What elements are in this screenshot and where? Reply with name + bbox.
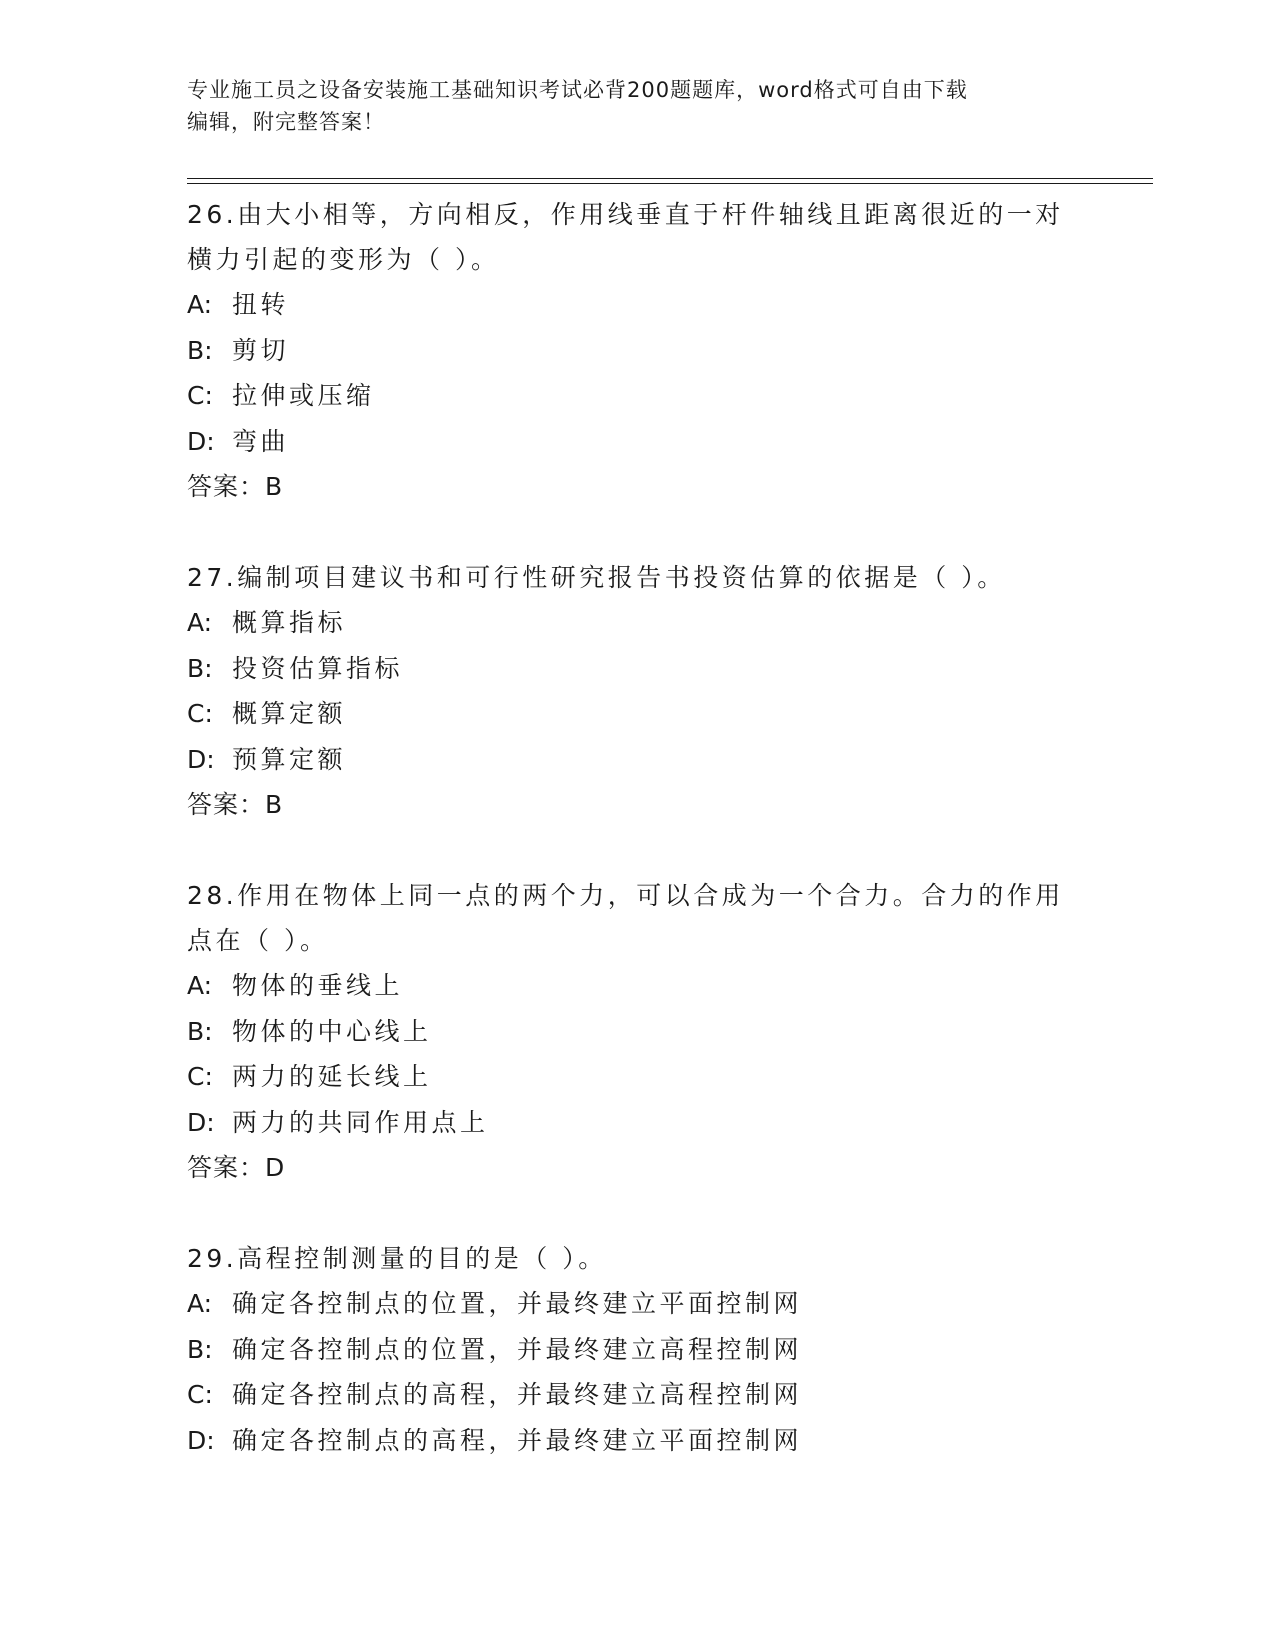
option-letter: C:: [187, 1062, 213, 1091]
option-text: 概算定额: [232, 699, 347, 728]
option-b: [187, 328, 1087, 374]
option-letter: D:: [187, 426, 215, 456]
option-letter: D:: [187, 1107, 215, 1137]
question-text: [187, 555, 1087, 600]
option-text: 确定各控制点的高程，并最终建立高程控制网: [232, 1380, 803, 1409]
question-text-line: 26.由大小相等，方向相反，作用线垂直于杆件轴线且距离很近的一对: [187, 200, 1064, 229]
question-text-line: 横力引起的变形为（ ）。: [187, 245, 500, 274]
option-text: 扭转: [232, 290, 290, 319]
option-text: 预算定额: [232, 744, 347, 774]
option-text: 投资估算指标: [232, 653, 404, 683]
question-text-line: 29.高程控制测量的目的是（ ）。: [187, 1244, 607, 1273]
question-text: [187, 1236, 1087, 1281]
question-text: [187, 873, 1087, 963]
option-d: [187, 737, 1087, 783]
option-text: 物体的垂线上: [232, 971, 404, 1000]
option-text: 概算指标: [232, 608, 347, 637]
question-text-line: 27.编制项目建议书和可行性研究报告书投资估算的依据是（ ）。: [187, 563, 1006, 592]
answer-line: 答案：B: [187, 472, 284, 501]
option-d: [187, 419, 1087, 465]
option-text: 两力的共同作用点上: [232, 1107, 489, 1137]
option-text: 两力的延长线上: [232, 1062, 432, 1091]
option-letter: D:: [187, 744, 215, 774]
option-letter: C:: [187, 381, 213, 410]
question-28: [187, 873, 1087, 1190]
option-letter: C:: [187, 1380, 213, 1409]
option-text: 拉伸或压缩: [232, 381, 375, 410]
option-text: 物体的中心线上: [232, 1016, 432, 1046]
header-divider-bottom: [187, 183, 1153, 184]
option-letter: D:: [187, 1425, 215, 1455]
question-text-line: 28.作用在物体上同一点的两个力，可以合成为一个合力。合力的作用: [187, 881, 1064, 910]
question-27: [187, 555, 1087, 827]
header-line-2: 编辑，附完整答案！: [187, 110, 385, 134]
option-d: [187, 1100, 1087, 1146]
option-b: [187, 1327, 1087, 1373]
option-letter: B:: [187, 1016, 213, 1046]
option-c: [187, 1054, 1087, 1100]
option-a: [187, 963, 1087, 1009]
option-letter: A:: [187, 290, 213, 319]
answer-line: 答案：D: [187, 1153, 286, 1182]
option-letter: B:: [187, 335, 213, 365]
header-line-1: 专业施工员之设备安装施工基础知识考试必背200题题库，word格式可自由下载: [187, 78, 968, 102]
option-text: 确定各控制点的位置，并最终建立高程控制网: [232, 1334, 803, 1364]
question-text-line: 点在（ ）。: [187, 926, 329, 955]
option-a: [187, 282, 1087, 328]
option-b: [187, 646, 1087, 692]
option-text: 剪切: [232, 335, 290, 365]
option-c: [187, 373, 1087, 419]
answer-line: 答案：B: [187, 790, 284, 819]
question-29: [187, 1236, 1087, 1463]
option-letter: B:: [187, 653, 213, 683]
option-letter: A:: [187, 608, 213, 637]
question-list: [187, 186, 1087, 1509]
option-d: [187, 1418, 1087, 1464]
option-c: [187, 691, 1087, 737]
option-a: [187, 1281, 1087, 1327]
option-letter: A:: [187, 971, 213, 1000]
option-text: 确定各控制点的位置，并最终建立平面控制网: [232, 1289, 803, 1318]
option-b: [187, 1009, 1087, 1055]
document-header: [187, 74, 1067, 138]
option-text: 弯曲: [232, 426, 290, 456]
option-letter: C:: [187, 699, 213, 728]
header-divider-top: [187, 178, 1153, 179]
option-letter: A:: [187, 1289, 213, 1318]
question-text: [187, 192, 1087, 282]
option-letter: B:: [187, 1334, 213, 1364]
option-a: [187, 600, 1087, 646]
option-c: [187, 1372, 1087, 1418]
question-26: [187, 192, 1087, 509]
option-text: 确定各控制点的高程，并最终建立平面控制网: [232, 1425, 803, 1455]
